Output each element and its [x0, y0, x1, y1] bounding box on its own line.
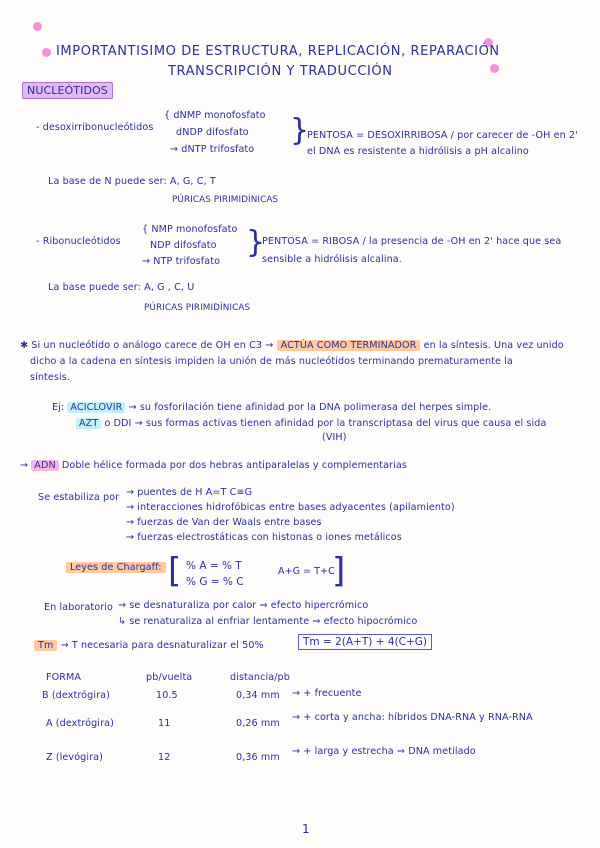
left-brace-chargaff: [	[168, 551, 182, 591]
lab-text-1: se desnaturaliza por calor ⇒ efecto hipercrómico	[129, 600, 369, 611]
ndp-text: NDP difosfato	[150, 240, 217, 251]
aciclovir-highlight: ACICLOVIR	[67, 402, 125, 413]
lab-item-1: → se desnaturaliza por calor ⇒ efecto hipercrómico	[118, 600, 369, 611]
azt-text: o DDI → sus formas activas tienen afinidad por la transcriptasa del virus que causa el sida	[104, 418, 547, 429]
table-row-z-note: → + larga y estrecha ⇒ DNA metilado	[292, 746, 476, 757]
estab-text-1: puentes de H A=T C≡G	[137, 487, 253, 498]
estab-text-2: interacciones hidrofóbicas entre bases adyacentes (apilamiento)	[137, 502, 455, 513]
terminador-highlight: ACTÚA COMO TERMINADOR	[277, 340, 421, 351]
desoxi-note-1: PENTOSA = DESOXIRRIBOSA / por carecer de -OH en 2'	[307, 130, 578, 141]
table-row-a-forma: A (dextrógira)	[46, 718, 114, 729]
right-brace-desoxi: }	[290, 113, 310, 148]
dntp-line: → dNTP trifosfato	[170, 144, 255, 155]
desoxi-label: - desoxirribonucleótidos	[36, 122, 154, 133]
table-row-b-dist: 0,34 mm	[236, 690, 280, 701]
ribo-label: - Ribonucleótidos	[36, 236, 121, 247]
chargaff-formula-1: % A = % T	[186, 560, 242, 572]
terminador-text-b: en la síntesis. Una vez unido	[423, 340, 564, 351]
base-n-line-2: La base puede ser: A, G , C, U	[48, 282, 195, 293]
terminador-line-1: ✱ Si un nucleótido o análogo carece de OH en C3 → ACTÚA COMO TERMINADOR en la síntesis. Una vez unido	[20, 340, 564, 351]
terminador-line-2: dicho a la cadena en síntesis impiden la unión de más nucleótidos terminando prematuramente la	[30, 356, 513, 367]
tm-formula: Tm = 2(A+T) + 4(C+G)	[298, 634, 432, 650]
pink-dot-decoration	[33, 22, 42, 31]
ribo-note-2: sensible a hidrólisis alcalina.	[262, 254, 402, 265]
table-row-b-pb: 10.5	[156, 690, 178, 701]
azt-highlight: AZT	[76, 418, 101, 429]
nucleotidos-label: NUCLEÓTIDOS	[22, 82, 113, 99]
example-aciclovir	[52, 402, 491, 414]
table-row-a-note: → + corta y ancha: híbridos DNA-RNA y RNA-RNA	[292, 712, 533, 723]
table-header-dist: distancia/pb	[230, 672, 290, 683]
example-azt	[76, 418, 546, 430]
estab-text-4: fuerzas electrostáticas con histonas o iones metálicos	[137, 532, 402, 543]
lab-item-2: ↳ se renaturaliza al enfriar lentamente ⇒ efecto hipocrómico	[118, 616, 418, 627]
tm-line	[34, 640, 264, 652]
ntp-text: NTP trifosfato	[153, 256, 221, 267]
base-n-sub-2: PÚRICAS PIRIMIDÍNICAS	[144, 303, 251, 313]
dndp-text: dNDP difosfato	[176, 127, 249, 138]
table-header-forma: FORMA	[46, 672, 82, 683]
section-heading-nucleotidos	[22, 85, 113, 97]
dnmp-line: { dNMP monofosfato	[164, 110, 266, 121]
chargaff-formula-2: % G = % C	[186, 576, 244, 588]
lab-label: En laboratorio	[44, 602, 114, 613]
adn-line	[20, 460, 407, 472]
chargaff-formula-3: A+G = T+C	[278, 566, 335, 577]
ribo-note-1: PENTOSA = RIBOSA / la presencia de -OH en 2' hace que sea	[262, 236, 562, 247]
table-row-a-dist: 0,26 mm	[236, 718, 280, 729]
estab-item-1: → puentes de H A=T C≡G	[126, 487, 253, 498]
dntp-text: dNTP trifosfato	[181, 144, 255, 155]
right-brace-ribo: }	[246, 225, 266, 260]
adn-label: ADN	[31, 460, 58, 471]
chargaff-heading	[66, 562, 166, 574]
azt-sub: (VIH)	[322, 432, 347, 443]
base-n-line-1: La base de N puede ser: A, G, C, T	[48, 176, 216, 187]
base-n-sub-1: PÚRICAS PIRIMIDÍNICAS	[172, 195, 279, 205]
terminador-line-3: síntesis.	[30, 372, 71, 383]
page-number: 1	[302, 822, 310, 836]
terminador-text-a: Si un nucleótido o análogo carece de OH en C3 →	[31, 340, 274, 351]
adn-description: Doble hélice formada por dos hebras antiparalelas y complementarias	[61, 460, 407, 471]
page-title-line-1: IMPORTANTISIMO DE ESTRUCTURA, REPLICACIÓN, REPARACIÓN	[56, 44, 500, 59]
ej-prefix: Ej:	[52, 402, 65, 413]
ndp-line	[150, 240, 217, 252]
tm-label: Tm	[34, 640, 57, 651]
estab-item-4: → fuerzas electrostáticas con histonas o iones metálicos	[126, 532, 402, 543]
table-row-z-pb: 12	[158, 752, 171, 763]
pink-dot-decoration	[490, 64, 499, 73]
aciclovir-text: → su fosforilación tiene afinidad por la DNA polimerasa del herpes simple.	[128, 402, 492, 413]
nmp-line: { NMP monofosfato	[142, 224, 238, 235]
dndp-line	[176, 127, 249, 139]
estab-label: Se estabiliza por	[38, 492, 120, 503]
adn-arrow: →	[20, 460, 29, 471]
table-header-pb: pb/vuelta	[146, 672, 193, 683]
pink-dot-decoration	[42, 48, 51, 57]
estab-item-2: → interacciones hidrofóbicas entre bases adyacentes (apilamiento)	[126, 502, 455, 513]
chargaff-label: Leyes de Chargaff:	[66, 562, 166, 573]
estab-item-3: → fuerzas de Van der Waals entre bases	[126, 517, 322, 528]
right-brace-chargaff: ]	[332, 551, 346, 591]
tm-text: → T necesaria para desnaturalizar el 50%	[60, 640, 264, 651]
table-row-a-pb: 11	[158, 718, 171, 729]
estab-text-3: fuerzas de Van der Waals entre bases	[137, 517, 322, 528]
table-row-z-dist: 0,36 mm	[236, 752, 280, 763]
table-row-b-note: → + frecuente	[292, 688, 362, 699]
table-row-z-forma: Z (levógira)	[46, 752, 104, 763]
ntp-line: → NTP trifosfato	[142, 256, 221, 267]
lab-text-2: se renaturaliza al enfriar lentamente ⇒ efecto hipocrómico	[129, 616, 418, 627]
nmp-text: NMP monofosfato	[151, 224, 238, 235]
desoxi-note-2: el DNA es resistente a hidrólisis a pH alcalino	[307, 146, 529, 157]
table-row-b-forma: B (dextrógira)	[42, 690, 110, 701]
page-title-line-2: TRANSCRIPCIÓN Y TRADUCCIÓN	[168, 64, 393, 79]
dnmp-text: dNMP monofosfato	[173, 110, 266, 121]
